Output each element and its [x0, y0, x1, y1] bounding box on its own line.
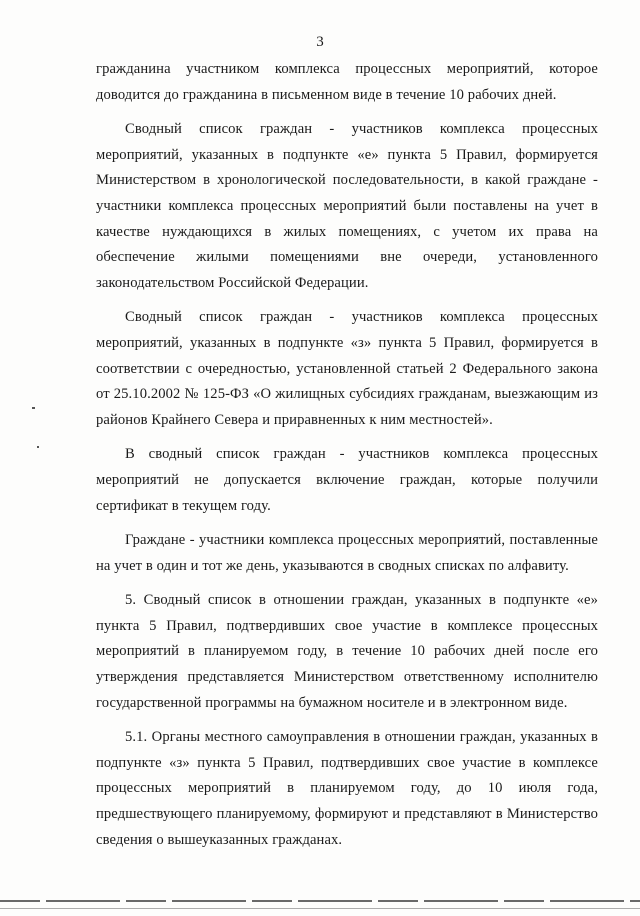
- scan-bottom-edge-line: [0, 908, 640, 909]
- page-number: 3: [316, 34, 324, 50]
- paragraph-exclusion: В сводный список граждан - участников комплекса процессных мероприятий не допускается включение граждан, которые получили сертификат в текущем году.: [96, 446, 598, 514]
- scan-margin-mark: [32, 407, 35, 409]
- paragraph-continuation: гражданина участником комплекса процессных мероприятий, которое доводится до гражданина в письменном виде в течение 10 рабочих дней.: [96, 61, 598, 103]
- document-body: [96, 57, 598, 862]
- paragraph-item-5: 5. Сводный список в отношении граждан, указанных в подпункте «е» пункта 5 Правил, подтвердивших свое участие в комплексе процессных мероприятий в планируемом году, в течение 10 рабочих дней после его утверждения представляется Министерством ответственному исполнителю государственной программы на бумажном носителе и в электронном виде.: [96, 592, 598, 711]
- paragraph-summary-list-e: Сводный список граждан - участников комплекса процессных мероприятий, указанных в подпункте «е» пункта 5 Правил, формируется Министерством в хронологической последовательности, в какой граждане - участники комплекса процессных мероприятий были поставлены на учет в качестве нуждающихся в жилых помещениях, с учетом их права на обеспечение жилыми помещениями вне очереди, установленного законодательством Российской Федерации.: [96, 121, 598, 291]
- paragraph-alphabetical: Граждане - участники комплекса процессных мероприятий, поставленные на учет в один и тот же день, указываются в сводных списках по алфавиту.: [96, 532, 598, 574]
- paragraph-summary-list-z: Сводный список граждан - участников комплекса процессных мероприятий, указанных в подпункте «з» пункта 5 Правил, формируется в соответствии с очередностью, установленной статьей 2 Федерального закона от 25.10.2002 № 125-ФЗ «О жилищных субсидиях гражданам, выезжающим из районов Крайнего Севера и приравненных к ним местностей».: [96, 309, 598, 428]
- paragraph-item-5-1: 5.1. Органы местного самоуправления в отношении граждан, указанных в подпункте «з» пункта 5 Правил, подтвердивших свое участие в комплексе процессных мероприятий в планируемом году, до 10 июля года, предшествующего планируемому, формируют и представляют в Министерство сведения о вышеуказанных гражданах.: [96, 729, 598, 848]
- scan-margin-mark: [37, 446, 39, 448]
- scan-bottom-edge: [0, 900, 640, 902]
